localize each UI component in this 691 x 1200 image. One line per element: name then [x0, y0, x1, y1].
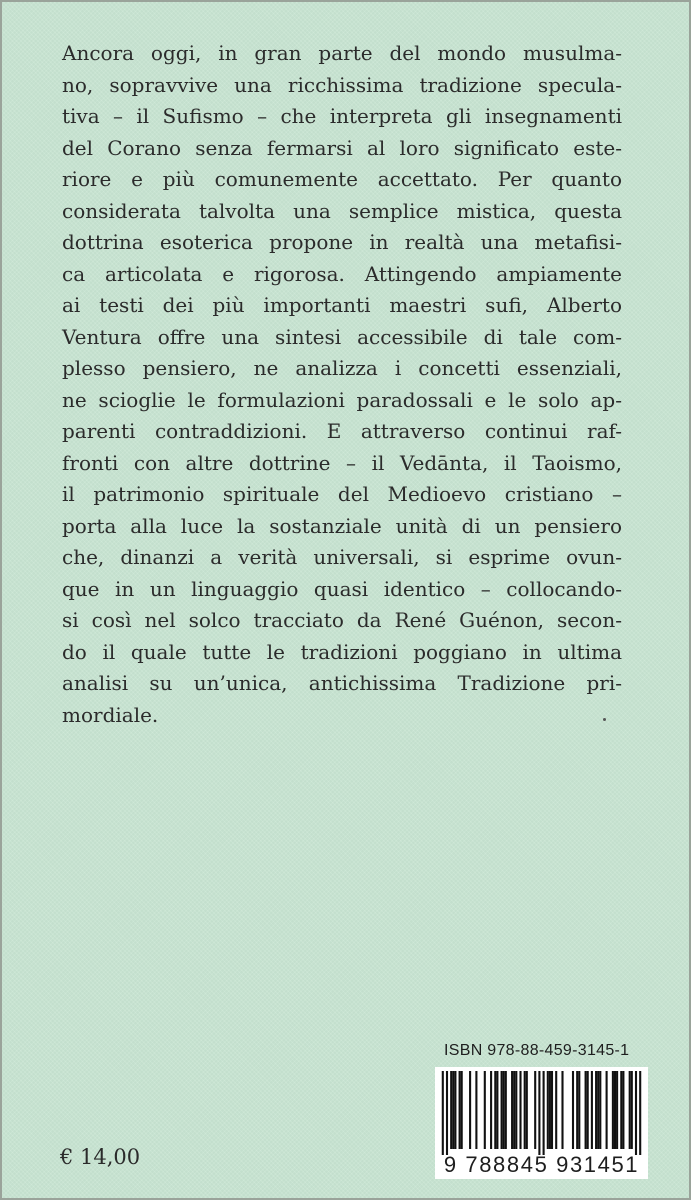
print-speck — [603, 718, 606, 721]
barcode-bar — [612, 1071, 614, 1149]
barcode-bar — [515, 1071, 517, 1149]
barcode-bar — [622, 1071, 624, 1149]
barcode-bar — [599, 1071, 601, 1149]
barcode-digits: 9 788845 931451 — [443, 1152, 640, 1177]
blurb-line: que in un linguaggio quasi identico – collocando- — [62, 576, 622, 601]
barcode-bar — [442, 1071, 444, 1155]
blurb-line: considerata talvolta una semplice mistica, questa — [62, 198, 622, 223]
barcode-bar — [524, 1071, 526, 1149]
blurb-line: ca articolata e rigorosa. Attingendo ampiamente — [62, 261, 622, 286]
barcode-bar — [459, 1071, 461, 1149]
barcode-bar — [490, 1071, 492, 1149]
barcode-bar — [543, 1071, 545, 1155]
barcode-bar — [484, 1071, 486, 1149]
barcode-bar — [538, 1071, 540, 1155]
barcode-bar — [587, 1071, 589, 1149]
blurb-line: Ventura offre una sintesi accessibile di tale com- — [62, 324, 622, 349]
barcode-bar — [555, 1071, 557, 1149]
blurb-line: parenti contraddizioni. E attraverso continui raf- — [62, 419, 622, 443]
barcode-bar — [561, 1071, 563, 1149]
barcode-bar — [454, 1071, 456, 1149]
barcode-bar — [635, 1071, 637, 1155]
blurb-line: ai testi dei più importanti maestri sufi, Alberto — [62, 293, 622, 317]
barcode-bar — [614, 1071, 616, 1149]
barcode-bar — [549, 1071, 551, 1149]
blurb-line: no, sopravvive una ricchissima tradizione specula- — [62, 72, 622, 97]
barcode-bar — [576, 1071, 578, 1149]
blurb-line: Ancora oggi, in gran parte del mondo musulma- — [62, 41, 622, 65]
blurb-line: si così nel solco tracciato da René Guénon, secon- — [62, 608, 622, 632]
barcode-bar — [501, 1071, 503, 1149]
blurb-line: fronti con altre dottrine – il Vedānta, il Taoismo, — [62, 450, 622, 475]
barcode-bar — [475, 1071, 477, 1149]
barcode-bar — [446, 1071, 448, 1155]
blurb-text — [62, 38, 622, 731]
barcode-bar — [595, 1071, 597, 1149]
blurb-line: il patrimonio spirituale del Medioevo cristiano – — [62, 482, 622, 506]
blurb-line: riore e più comunemente accettato. Per quanto — [62, 167, 622, 191]
barcode-bar — [639, 1071, 641, 1155]
barcode-bars — [435, 1067, 648, 1155]
price: € 14,00 — [60, 1145, 141, 1169]
isbn-label: ISBN 978-88-459-3145-1 — [444, 1042, 630, 1059]
barcode-bar — [469, 1071, 471, 1149]
barcode-bar — [505, 1071, 507, 1149]
barcode-bar — [620, 1071, 622, 1149]
blurb-line: do il quale tutte le tradizioni poggiano in ultima — [62, 639, 622, 664]
barcode-bar — [631, 1071, 633, 1149]
barcode-bar — [503, 1071, 505, 1149]
barcode-bar — [591, 1071, 593, 1149]
barcode-bar — [629, 1071, 631, 1149]
barcode-bar — [511, 1071, 513, 1149]
barcode-bar — [496, 1071, 498, 1149]
barcode-bar — [494, 1071, 496, 1149]
barcode-bar — [597, 1071, 599, 1149]
blurb-line: plesso pensiero, ne analizza i concetti essenziali, — [62, 356, 622, 380]
barcode-bar — [452, 1071, 454, 1149]
barcode-bar — [606, 1071, 608, 1149]
barcode-bar — [519, 1071, 521, 1149]
barcode-bar — [526, 1071, 528, 1149]
blurb-line: tiva – il Sufismo – che interpreta gli insegnamenti — [62, 104, 622, 128]
barcode-bar — [551, 1071, 553, 1149]
blurb-line: dottrina esoterica propone in realtà una metafisi- — [62, 230, 622, 254]
blurb-line: che, dinanzi a verità universali, si esprime ovun- — [62, 545, 622, 569]
barcode-bar — [461, 1071, 463, 1149]
barcode-bar — [572, 1071, 574, 1149]
barcode-bar — [578, 1071, 580, 1149]
blurb-line: porta alla luce la sostanziale unità di un pensiero — [62, 513, 622, 538]
barcode-bar — [534, 1071, 536, 1149]
barcode-bar — [585, 1071, 587, 1149]
barcode-bar — [513, 1071, 515, 1149]
blurb-line: ne scioglie le formulazioni paradossali e le solo ap- — [62, 387, 622, 412]
blurb-line: mordiale. — [62, 702, 159, 727]
barcode-bar — [616, 1071, 618, 1149]
barcode-bar — [547, 1071, 549, 1149]
blurb-line: analisi su un’unica, antichissima Tradizione pri- — [62, 671, 622, 695]
blurb-line: del Corano senza fermarsi al loro significato este- — [62, 135, 622, 160]
barcode-bar — [450, 1071, 452, 1149]
